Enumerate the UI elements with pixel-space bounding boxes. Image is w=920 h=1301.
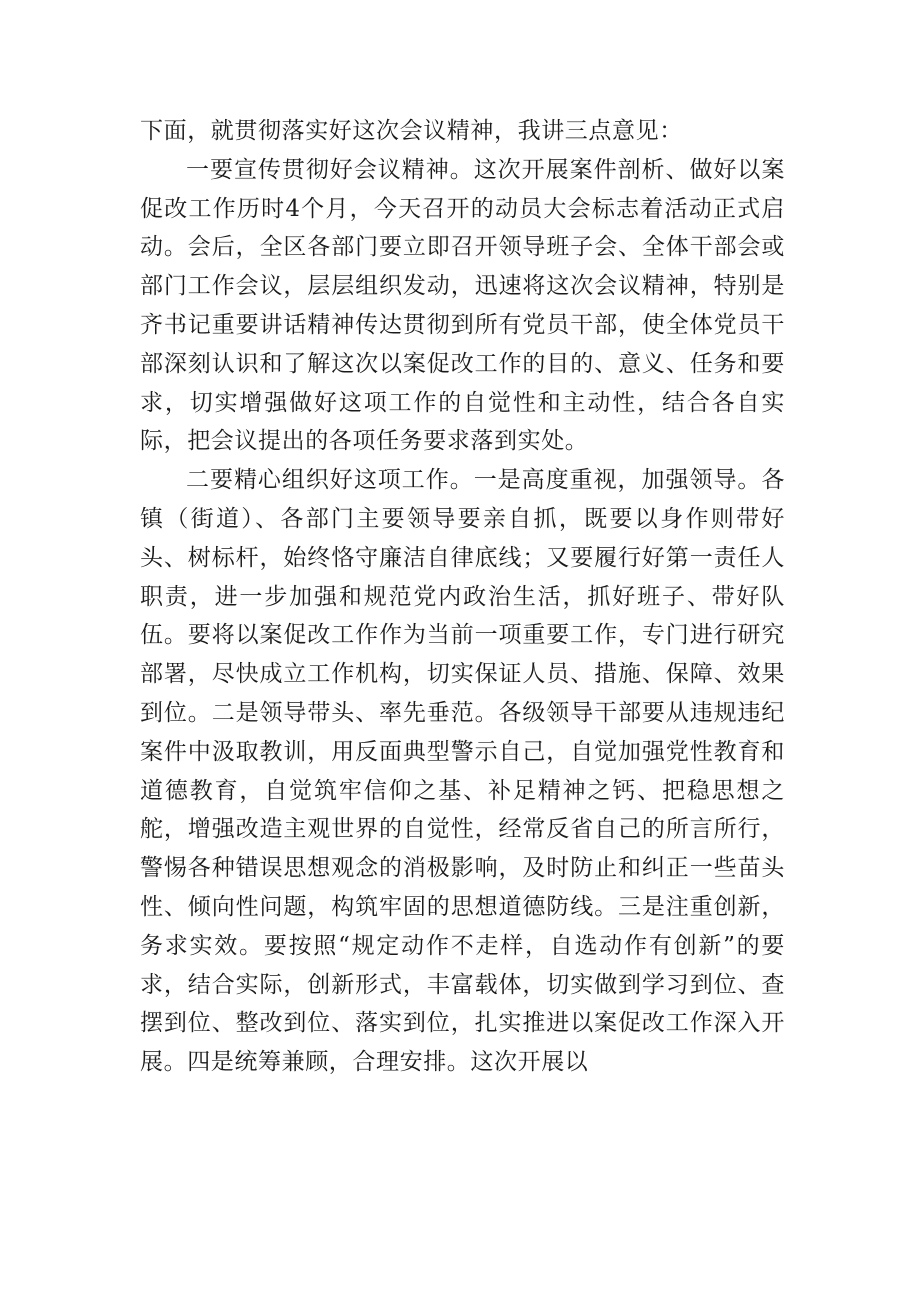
paragraph-point-one: 一要宣传贯彻好会议精神。这次开展案件剖析、做好以案促改工作历时4个月，今天召开的动员大会标志着活动正式启动。会后，全区各部门要立即召开领导班子会、全体干部会或部门工作会议，层层组织发动，迅速将这次会议精神，特别是齐书记重要讲话精神传达贯彻到所有党员干部，使全体党员干部深刻认识和了解这次以案促改工作的目的、意义、任务和要求，切实增强做好这项工作的自觉性和主动性，结合各自实际，把会议提出的各项任务要求落到实处。 bbox=[140, 156, 785, 455]
document-body bbox=[140, 112, 785, 1082]
paragraph-intro: 下面，就贯彻落实好这次会议精神，我讲三点意见： bbox=[140, 118, 683, 144]
paragraph-point-two: 二要精心组织好这项工作。一是高度重视，加强领导。各镇（街道）、各部门主要领导要亲自抓，既要以身作则带好头、树标杆，始终恪守廉洁自律底线；又要履行好第一责任人职责，进一步加强和规范党内政治生活，抓好班子、带好队伍。要将以案促改工作作为当前一项重要工作，专门进行研究部署，尽快成立工作机构，切实保证人员、措施、保障、效果到位。二是领导带头、率先垂范。各级领导干部要从违规违纪案件中汲取教训，用反面典型警示自己，自觉加强党性教育和道德教育，自觉筑牢信仰之基、补足精神之钙、把稳思想之舵，增强改造主观世界的自觉性，经常反省自己的所言所行，警惕各种错误思想观念的消极影响，及时防止和纠正一些苗头性、倾向性问题，构筑牢固的思想道德防线。三是注重创新，务求实效。要按照“规定动作不走样，自选动作有创新”的要求，结合实际，创新形式，丰富载体，切实做到学习到位、查摆到位、整改到位、落实到位，扎实推进以案促改工作深入开展。四是统筹兼顾，合理安排。这次开展以 bbox=[140, 467, 785, 1076]
